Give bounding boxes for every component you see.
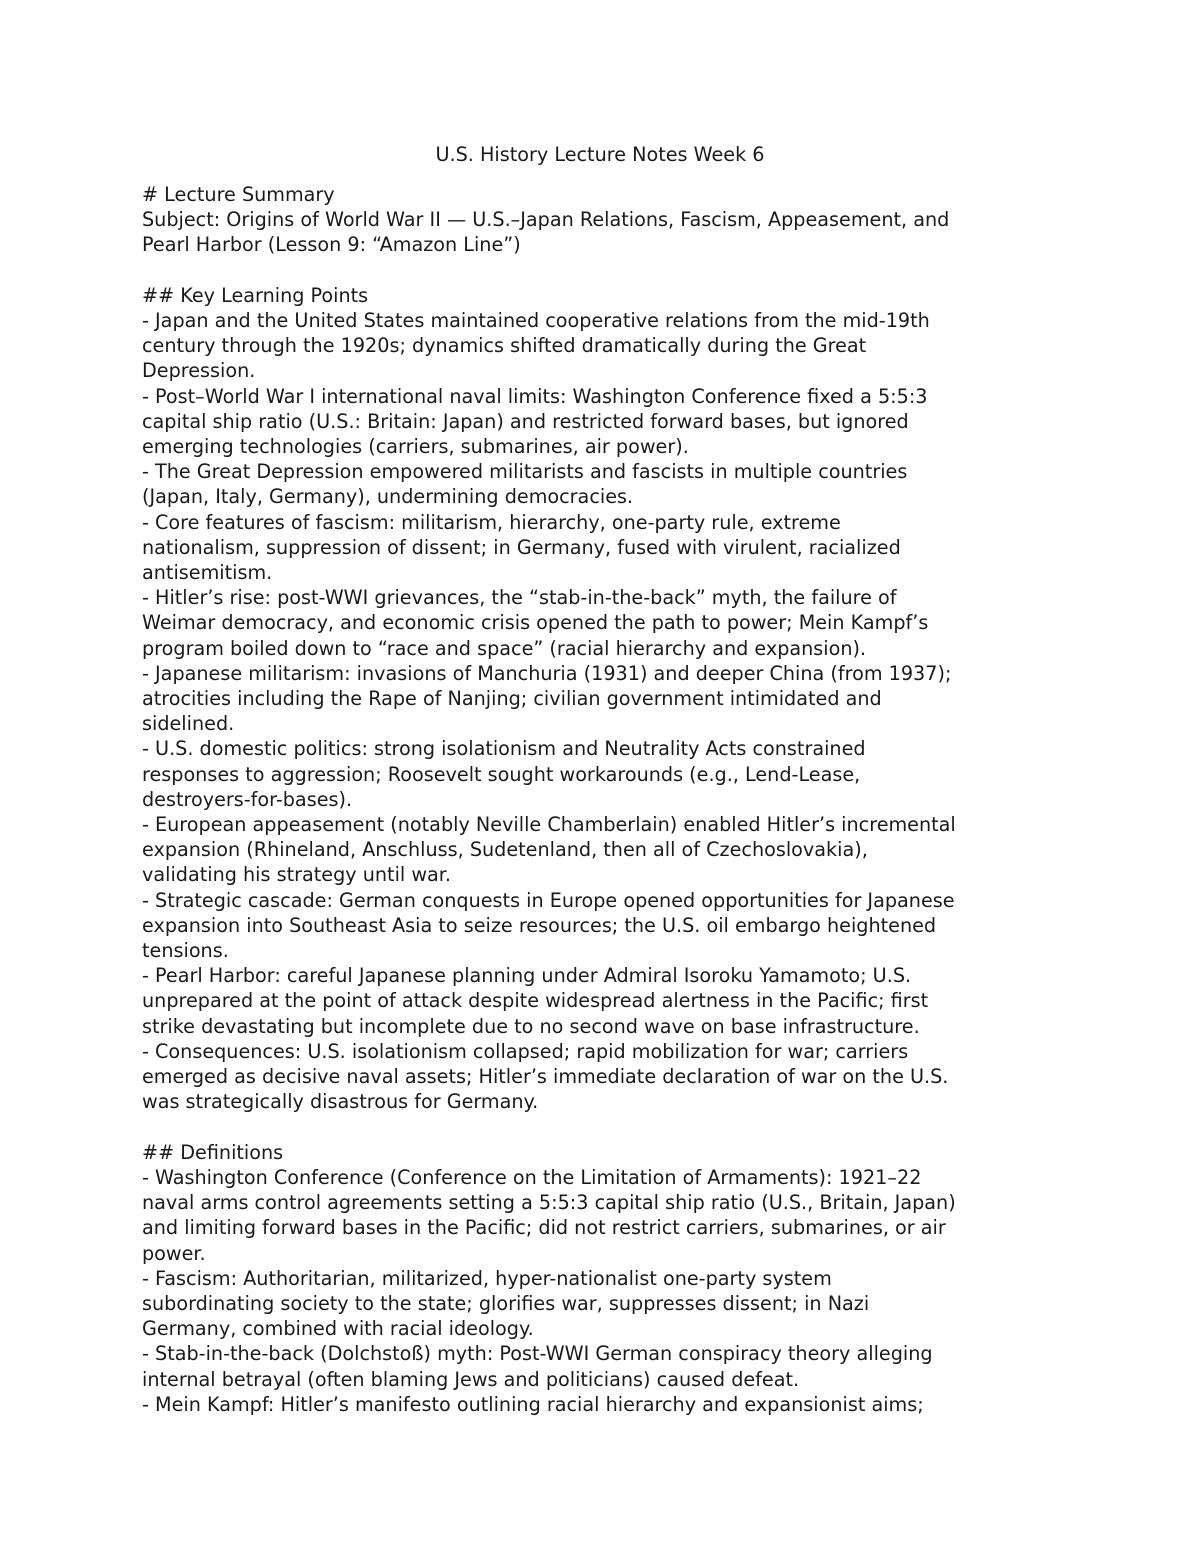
text-line: tensions. <box>142 939 229 963</box>
bullet-item: - Japanese militarism: invasions of Manchuria (1931) and deeper China (from 1937); <box>142 661 952 685</box>
text-line: Depression. <box>142 359 256 383</box>
text-line: nationalism, suppression of dissent; in Germany, fused with virulent, racialized <box>142 535 901 559</box>
bullet-item: - Mein Kampf: Hitler’s manifesto outlining racial hierarchy and expansionist aims; <box>142 1392 924 1416</box>
bullet-item: - Core features of fascism: militarism, hierarchy, one-party rule, extreme <box>142 510 841 534</box>
document-body <box>142 182 1062 1417</box>
section-heading: ## Key Learning Points <box>142 283 369 307</box>
bullet-item: - The Great Depression empowered militarists and fascists in multiple countries <box>142 460 908 484</box>
bullet-item: - U.S. domestic politics: strong isolationism and Neutrality Acts constrained <box>142 737 866 761</box>
text-line: responses to aggression; Roosevelt sought workarounds (e.g., Lend-Lease, <box>142 762 861 786</box>
text-line: Germany, combined with racial ideology. <box>142 1317 534 1341</box>
text-line: antisemitism. <box>142 561 273 585</box>
bullet-item: - Post–World War I international naval limits: Washington Conference fixed a 5:5:3 <box>142 384 928 408</box>
document-title: U.S. History Lecture Notes Week 6 <box>435 143 765 166</box>
bullet-item: - Pearl Harbor: careful Japanese planning under Admiral Isoroku Yamamoto; U.S. <box>142 964 912 988</box>
bullet-item: - Consequences: U.S. isolationism collapsed; rapid mobilization for war; carriers <box>142 1039 909 1063</box>
bullet-item: - Stab-in-the-back (Dolchstoß) myth: Post-WWI German conspiracy theory alleging <box>142 1342 933 1366</box>
text-line: expansion (Rhineland, Anschluss, Sudetenland, then all of Czechoslovakia), <box>142 838 868 862</box>
blank-line <box>142 1115 1062 1140</box>
text-line: Weimar democracy, and economic crisis opened the path to power; Mein Kampf’s <box>142 611 929 635</box>
text-line: Pearl Harbor (Lesson 9: “Amazon Line”) <box>142 233 521 257</box>
blank-line <box>142 258 1062 283</box>
bullet-item: - Hitler’s rise: post-WWI grievances, the “stab-in-the-back” myth, the failure of <box>142 586 897 610</box>
text-line: power. <box>142 1241 206 1265</box>
text-line: expansion into Southeast Asia to seize resources; the U.S. oil embargo heightened <box>142 913 937 937</box>
text-line: emerged as decisive naval assets; Hitler’s immediate declaration of war on the U.S. <box>142 1065 949 1089</box>
text-line: (Japan, Italy, Germany), undermining democracies. <box>142 485 634 509</box>
summary-heading: # Lecture Summary <box>142 183 335 206</box>
text-line: century through the 1920s; dynamics shifted dramatically during the Great <box>142 334 867 358</box>
text-line: and limiting forward bases in the Pacific; did not restrict carriers, submarines, or air <box>142 1216 946 1240</box>
bullet-item: - Washington Conference (Conference on the Limitation of Armaments): 1921–22 <box>142 1165 922 1189</box>
text-line: emerging technologies (carriers, submarines, air power). <box>142 435 689 459</box>
bullet-item: - Japan and the United States maintained cooperative relations from the mid-19th <box>142 309 930 332</box>
text-line: was strategically disastrous for Germany. <box>142 1090 539 1114</box>
bullet-item: - Strategic cascade: German conquests in Europe opened opportunities for Japanese <box>142 888 955 912</box>
text-line: atrocities including the Rape of Nanjing; civilian government intimidated and <box>142 687 882 711</box>
text-line: unprepared at the point of attack despite widespread alertness in the Pacific; first <box>142 989 929 1013</box>
section-heading: ## Definitions <box>142 1140 284 1164</box>
text-line: strike devastating but incomplete due to no second wave on base infrastructure. <box>142 1014 920 1038</box>
text-line: naval arms control agreements setting a 5:5:3 capital ship ratio (U.S., Britain, Japan) <box>142 1191 956 1215</box>
text-line: capital ship ratio (U.S.: Britain: Japan) and restricted forward bases, but ignored <box>142 409 909 433</box>
text-line: program boiled down to “race and space” (racial hierarchy and expansion). <box>142 636 867 660</box>
bullet-item: - Fascism: Authoritarian, militarized, hyper-nationalist one-party system <box>142 1266 832 1290</box>
text-line: sidelined. <box>142 712 235 736</box>
text-line: validating his strategy until war. <box>142 863 452 887</box>
text-line: subordinating society to the state; glorifies war, suppresses dissent; in Nazi <box>142 1291 870 1315</box>
bullet-item: - European appeasement (notably Neville Chamberlain) enabled Hitler’s incremental <box>142 813 956 837</box>
text-line: internal betrayal (often blaming Jews and politicians) caused defeat. <box>142 1367 800 1391</box>
text-line: destroyers-for-bases). <box>142 787 353 811</box>
text-line: Subject: Origins of World War II — U.S.–Japan Relations, Fascism, Appeasement, and <box>142 208 950 232</box>
